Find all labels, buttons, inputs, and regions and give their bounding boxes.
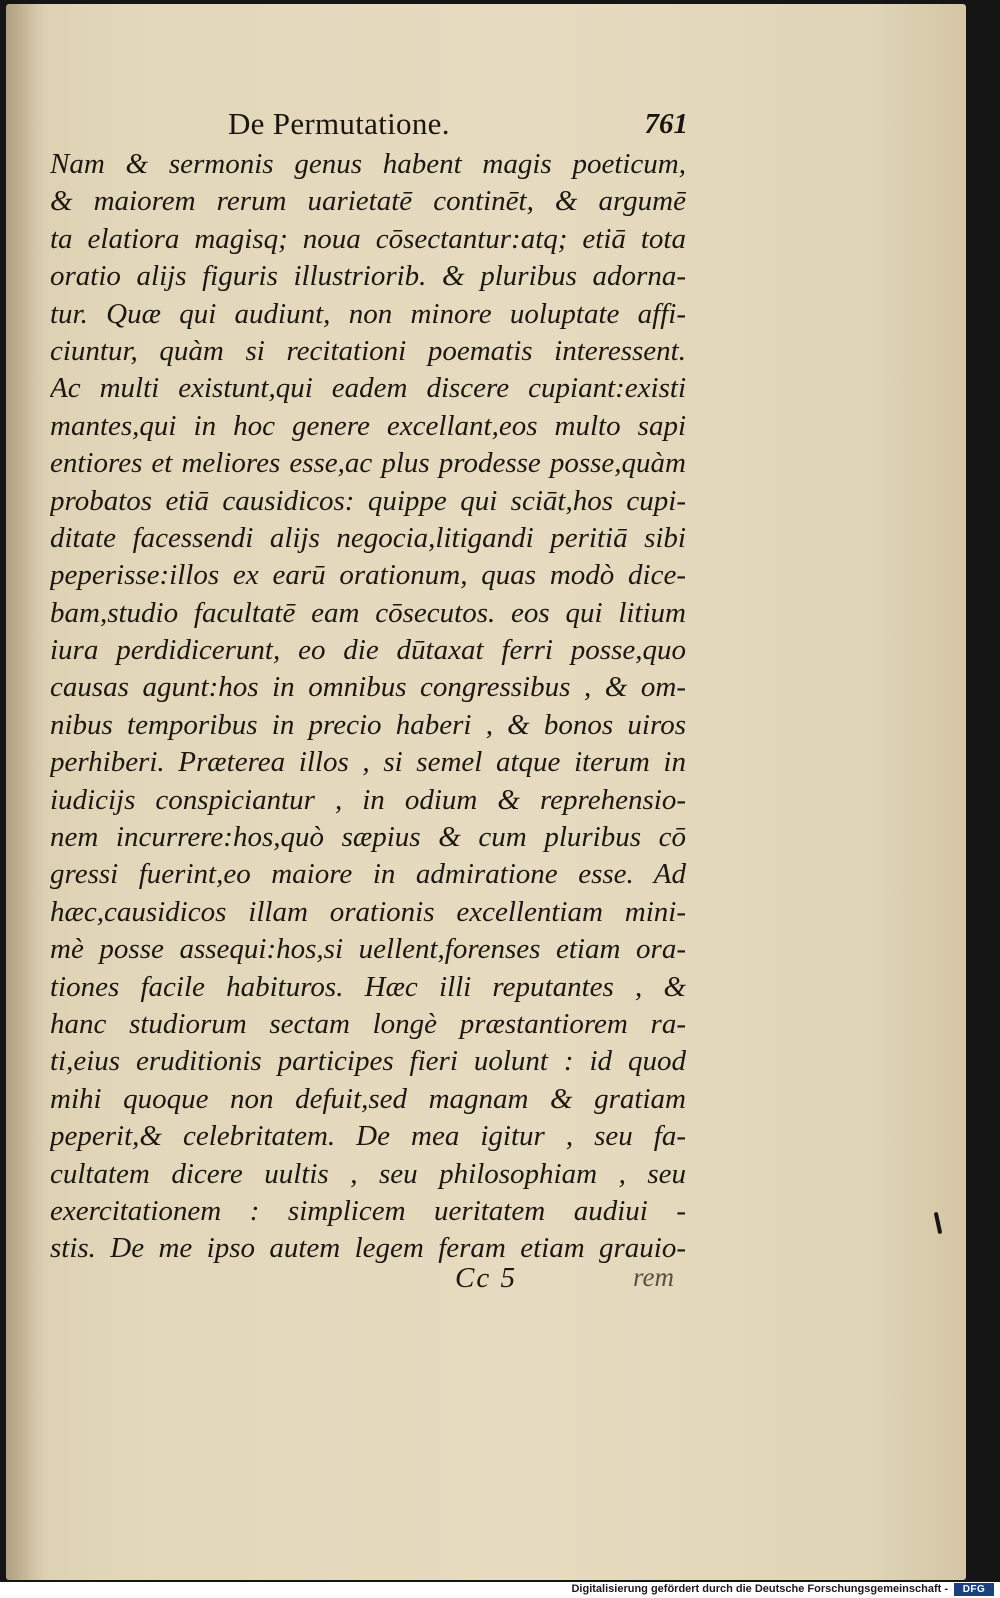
credit-text: Digitalisierung gefördert durch die Deutsche Forschungsgemeinschaft -	[571, 1583, 948, 1595]
text-line: mihi quoque non defuit,sed magnam & gratiam	[50, 1082, 686, 1115]
text-line: perhiberi. Præterea illos , si semel atque iterum in	[50, 746, 686, 779]
text-line: nem incurrere:hos,quò sæpius & cum pluribus cō	[50, 821, 686, 854]
catchword: rem	[633, 1262, 674, 1292]
gutter-shadow	[6, 4, 46, 1580]
text-line: iura perdidicerunt, eo die dūtaxat ferri posse,quo	[50, 634, 686, 667]
text-line: hæc,causidicos illam orationis excellentiam mini-	[50, 895, 686, 928]
page-number: 761	[644, 108, 688, 140]
text-line: tiones facile habituros. Hæc illi reputantes , &	[50, 970, 686, 1003]
credit-bar	[0, 1582, 1000, 1598]
text-line: mantes,qui in hoc genere excellant,eos multo sapi	[50, 409, 686, 442]
text-line: mè posse assequi:hos,si uellent,forenses etiam ora-	[50, 933, 686, 966]
text-line: oratio alijs figuris illustriorib. & pluribus adorna-	[50, 260, 686, 293]
running-head	[228, 106, 688, 146]
text-line: ti,eius eruditionis participes fieri uolunt : id quod	[50, 1045, 686, 1078]
text-line: iudicijs conspiciantur , in odium & reprehensio-	[50, 783, 686, 816]
text-line: hanc studiorum sectam longè præstantiorem ra-	[50, 1007, 686, 1040]
text-line: tur. Quæ qui audiunt, non minore uoluptate affi-	[50, 297, 686, 330]
text-line: probatos etiā causidicos: quippe qui sciāt,hos cupi-	[50, 484, 686, 517]
text-line: cultatem dicere uultis , seu philosophiam , seu	[50, 1157, 686, 1190]
text-line: & maiorem rerum uarietatē continēt, & argumē	[50, 185, 686, 218]
text-line: entiores et meliores esse,ac plus prodesse posse,quàm	[50, 447, 686, 480]
signature-line	[455, 1262, 680, 1302]
text-line: peperit,& celebritatem. De mea igitur , seu fa-	[50, 1120, 686, 1153]
text-line: causas agunt:hos in omnibus congressibus , & om-	[50, 671, 686, 704]
text-line: ditate facessendi alijs negocia,litigandi peritiā sibi	[50, 521, 686, 554]
text-line: Ac multi existunt,qui eadem discere cupiant:existi	[50, 372, 686, 405]
running-title: De Permutatione.	[228, 106, 450, 141]
text-line: exercitationem : simplicem ueritatem audiui -	[50, 1194, 686, 1227]
text-line: gressi fuerint,eo maiore in admiratione esse. Ad	[50, 858, 686, 891]
signature-mark: Cc 5	[455, 1262, 517, 1294]
text-line: ta elatiora magisq; noua cōsectantur:atq; etiā tota	[50, 222, 686, 255]
text-line: peperisse:illos ex earū orationum, quas modò dice-	[50, 559, 686, 592]
body-text	[50, 146, 686, 1268]
dfg-logo: DFG	[954, 1583, 994, 1596]
text-line: bam,studio facultatē eam cōsecutos. eos qui litium	[50, 596, 686, 629]
text-line: stis. De me ipso autem legem feram etiam grauio-	[50, 1232, 686, 1265]
text-line: nibus temporibus in precio haberi , & bonos uiros	[50, 708, 686, 741]
text-line: Nam & sermonis genus habent magis poeticum,	[50, 148, 686, 180]
text-line: ciuntur, quàm si recitationi poematis interessent.	[50, 334, 686, 367]
